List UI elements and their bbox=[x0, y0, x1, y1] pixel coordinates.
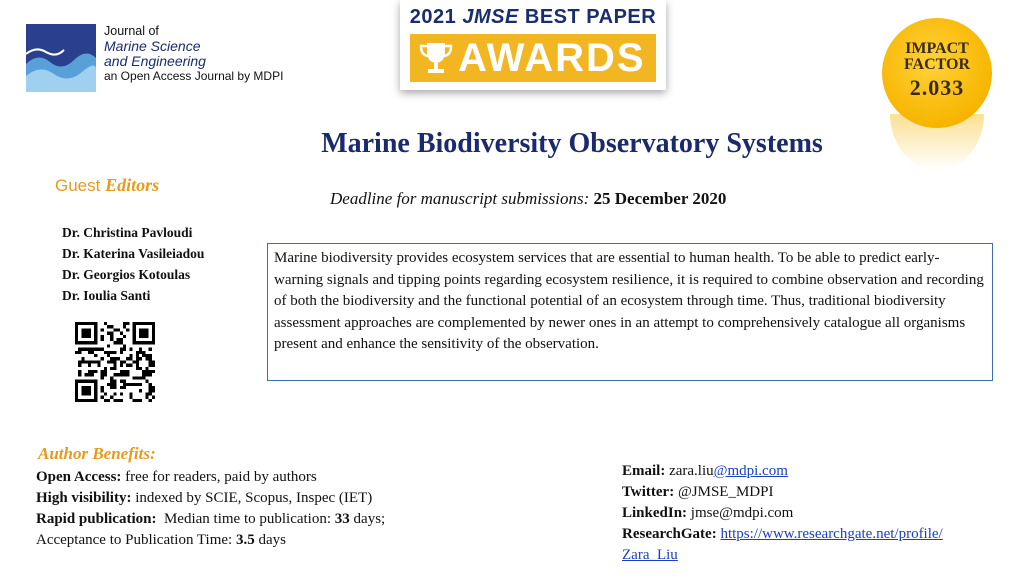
benefit-unit: days; bbox=[349, 511, 386, 527]
editors-word: Editors bbox=[105, 175, 160, 195]
journal-subtitle: an Open Access Journal by MDPI bbox=[104, 69, 284, 83]
email-user: zara.liu bbox=[665, 463, 714, 479]
trophy-icon bbox=[416, 38, 456, 78]
contact-info bbox=[622, 461, 943, 566]
submission-deadline bbox=[330, 189, 726, 209]
benefit-visibility bbox=[36, 488, 385, 509]
contact-label: ResearchGate: bbox=[622, 526, 717, 542]
benefit-text: Median time to publication: bbox=[156, 511, 335, 527]
journal-label: Journal of bbox=[104, 24, 159, 38]
deadline-date: 25 December 2020 bbox=[593, 189, 727, 208]
linkedin-value: jmse@mdpi.com bbox=[687, 505, 794, 521]
benefit-unit: days bbox=[254, 532, 286, 548]
awards-word: AWARDS bbox=[458, 36, 646, 80]
contact-label: Twitter: bbox=[622, 484, 675, 500]
author-benefits-heading: Author Benefits: bbox=[38, 444, 156, 463]
awards-acronym: JMSE bbox=[462, 6, 519, 28]
benefit-label: High visibility: bbox=[36, 490, 132, 506]
editor-name: Dr. Christina Pavloudi bbox=[62, 225, 193, 240]
contact-researchgate-cont bbox=[622, 545, 943, 566]
awards-best-paper: BEST PAPER bbox=[524, 6, 657, 28]
benefit-text: indexed by SCIE, Scopus, Inspec (IET) bbox=[131, 490, 373, 506]
twitter-handle: @JMSE_MDPI bbox=[674, 484, 774, 500]
contact-twitter bbox=[622, 482, 943, 503]
benefit-text: free for readers, paid by authors bbox=[121, 469, 317, 485]
benefit-acceptance bbox=[36, 530, 385, 551]
awards-year: 2021 bbox=[409, 6, 457, 28]
researchgate-link-cont[interactable]: Zara_Liu bbox=[622, 547, 678, 563]
guest-word: Guest bbox=[55, 176, 101, 195]
contact-researchgate bbox=[622, 524, 943, 545]
editor-name: Dr. Georgios Kotoulas bbox=[62, 267, 191, 282]
editors-list bbox=[62, 222, 204, 306]
awards-banner bbox=[410, 34, 656, 82]
researchgate-link[interactable]: https://www.researchgate.net/profile/ bbox=[720, 526, 943, 542]
journal-name: Marine Science bbox=[104, 38, 201, 54]
abstract-box: Marine biodiversity provides ecosystem services that are essential to human health. To be able to predict early-warning signals and tipping points regarding ecosystem resilience, it is required to combine observation and recording of both the biodiversity and the functional potential of an ecosystem through time. Thus, traditional biodiversity assessment approaches are complemented by newer ones in an attempt to comprehensively catalogue all organisms present and enhance the sensitivity of the observation. bbox=[267, 243, 993, 381]
benefit-rapid-publication bbox=[36, 509, 385, 530]
benefit-label: Open Access: bbox=[36, 469, 122, 485]
benefit-open-access bbox=[36, 467, 385, 488]
qr-code-icon[interactable] bbox=[75, 322, 155, 402]
contact-label: Email: bbox=[622, 463, 666, 479]
contact-email bbox=[622, 461, 943, 482]
journal-logo bbox=[26, 24, 316, 92]
acceptance-days-value: 3.5 bbox=[235, 532, 255, 548]
author-benefits-list bbox=[36, 467, 385, 551]
benefit-text: Acceptance to Publication Time: bbox=[36, 532, 236, 548]
benefit-label: Rapid publication: bbox=[36, 511, 157, 527]
awards-heading bbox=[400, 6, 666, 29]
impact-label: IMPACT bbox=[905, 40, 969, 57]
contact-label: LinkedIn: bbox=[622, 505, 688, 521]
contact-linkedin bbox=[622, 503, 943, 524]
best-paper-awards-badge bbox=[400, 0, 666, 90]
impact-factor-value: 2.033 bbox=[909, 75, 965, 100]
median-days-value: 33 bbox=[334, 511, 350, 527]
impact-factor-badge bbox=[882, 18, 992, 128]
journal-name-line2: and Engineering bbox=[104, 53, 206, 69]
guest-editors-heading bbox=[55, 175, 159, 196]
factor-label: FACTOR bbox=[903, 56, 971, 73]
editor-name: Dr. Katerina Vasileiadou bbox=[62, 246, 205, 261]
editor-name: Dr. Ioulia Santi bbox=[62, 288, 151, 303]
email-link[interactable]: @mdpi.com bbox=[713, 463, 788, 479]
deadline-label: Deadline for manuscript submissions: bbox=[330, 189, 590, 208]
page-title: Marine Biodiversity Observatory Systems bbox=[321, 128, 823, 159]
wave-logo-icon bbox=[26, 24, 96, 92]
